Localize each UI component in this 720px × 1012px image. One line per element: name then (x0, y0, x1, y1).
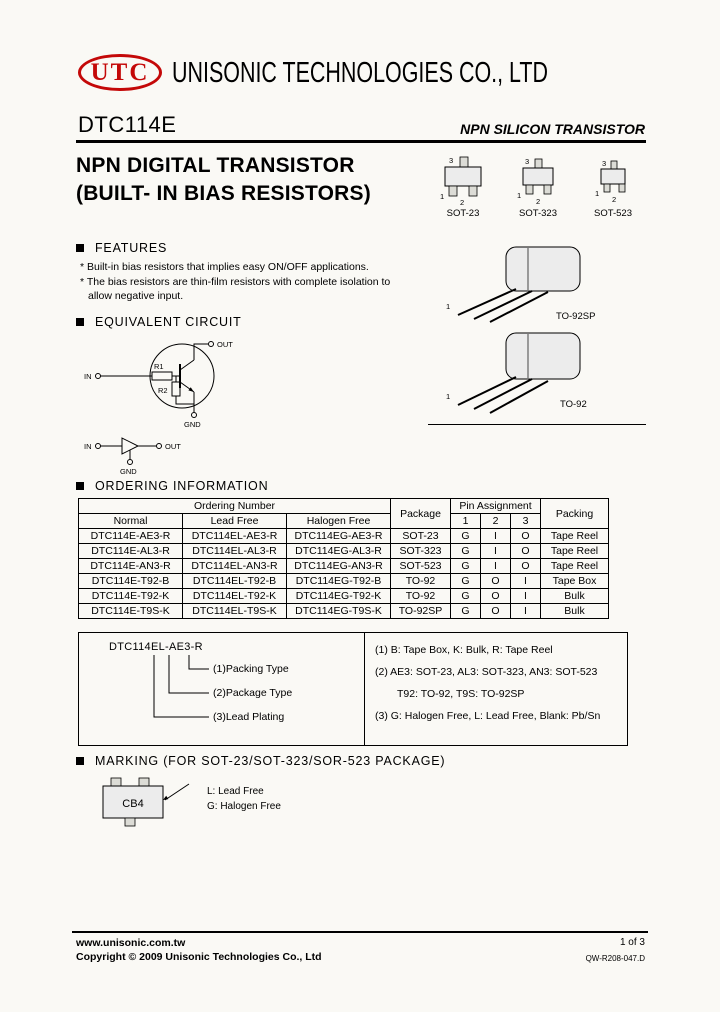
pin1-cell: G (451, 574, 481, 589)
pin1-cell: G (451, 529, 481, 544)
table-row (79, 559, 609, 574)
out-terminal-label: OUT (217, 340, 233, 349)
package-cell: SOT-523 (391, 559, 451, 574)
example-part-number: DTC114EL-AE3-R (109, 641, 203, 653)
r1-label: R1 (154, 362, 164, 371)
col-pin-assignment: Pin Assignment (451, 499, 541, 514)
part-lead-free: DTC114EL-T92-B (183, 574, 287, 589)
marking-heading-label: MARKING (FOR SOT-23/SOT-323/SOR-523 PACKAGE) (95, 754, 446, 768)
package-cell: SOT-23 (391, 529, 451, 544)
package-section-rule (428, 424, 646, 425)
feature-line: * The bias resistors are thin-film resistors with complete isolation to (80, 275, 391, 288)
footer-page-number: 1 of 3 (619, 937, 645, 948)
part-halogen-free: DTC114EG-T9S-K (287, 604, 391, 619)
table-row (79, 574, 609, 589)
gnd2-terminal-label: GND (120, 467, 137, 476)
package-to92 (428, 325, 648, 420)
packing-cell: Tape Reel (541, 529, 609, 544)
package-cell: TO-92 (391, 574, 451, 589)
pin2-cell: I (481, 529, 511, 544)
sot523-drawing-icon (582, 153, 644, 207)
part-lead-free: DTC114EL-AE3-R (183, 529, 287, 544)
features-heading (76, 241, 167, 255)
table-header-row (79, 499, 609, 514)
features-heading-label: FEATURES (95, 241, 168, 255)
pin3-label: 3 (602, 159, 607, 168)
legend-item-lead-plating: (3)Lead Plating (213, 711, 285, 723)
table-row (79, 544, 609, 559)
header-rule (76, 140, 646, 143)
pin3-cell: O (511, 529, 541, 544)
pin1-label: 1 (446, 392, 451, 401)
packing-cell: Bulk (541, 604, 609, 619)
table-row (79, 604, 609, 619)
marking-heading (76, 754, 445, 768)
part-lead-free: DTC114EL-T9S-K (183, 604, 287, 619)
col-pin3: 3 (511, 514, 541, 529)
pin1-label: 1 (446, 302, 451, 311)
pin1-label: 1 (440, 192, 445, 201)
ordering-heading-label: ORDERING INFORMATION (95, 479, 269, 493)
gnd-terminal-label: GND (184, 420, 201, 429)
r2-label: R2 (158, 386, 168, 395)
feature-line: allow negative input. (88, 290, 184, 302)
pin1-cell: G (451, 589, 481, 604)
col-ordering-number: Ordering Number (79, 499, 391, 514)
legend-item-packing: (1)Packing Type (213, 663, 289, 675)
pin2-cell: I (481, 544, 511, 559)
company-name: UNISONIC TECHNOLOGIES CO., LTD (172, 57, 549, 89)
equivalent-circuit-heading (76, 315, 242, 329)
pin2-label: 2 (460, 198, 465, 207)
to92sp-drawing-icon (428, 235, 646, 325)
part-normal: DTC114E-AL3-R (79, 544, 183, 559)
package-label-to92sp: TO-92SP (556, 311, 596, 322)
part-number-legend (78, 632, 628, 746)
square-bullet-icon (76, 244, 84, 252)
legend-note-lead-plating: (3) G: Halogen Free, L: Lead Free, Blank: Pb/Sn (375, 710, 601, 722)
feature-line: * Built-in bias resistors that implies easy ON/OFF applications. (80, 261, 369, 273)
pin3-cell: I (511, 604, 541, 619)
legend-note-packing: (1) B: Tape Box, K: Bulk, R: Tape Reel (375, 644, 553, 656)
part-normal: DTC114E-AN3-R (79, 559, 183, 574)
part-normal: DTC114E-T9S-K (79, 604, 183, 619)
part-normal: DTC114E-AE3-R (79, 529, 183, 544)
pin1-cell: G (451, 604, 481, 619)
marking-note-halogen-free: G: Halogen Free (207, 801, 281, 812)
package-to92sp (428, 235, 648, 327)
part-halogen-free: DTC114EG-AL3-R (287, 544, 391, 559)
package-cell: TO-92 (391, 589, 451, 604)
col-packing: Packing (541, 499, 609, 529)
pin3-cell: O (511, 544, 541, 559)
part-halogen-free: DTC114EG-T92-K (287, 589, 391, 604)
part-halogen-free: DTC114EG-AN3-R (287, 559, 391, 574)
pin2-label: 2 (612, 195, 617, 204)
part-lead-free: DTC114EL-AN3-R (183, 559, 287, 574)
square-bullet-icon (76, 482, 84, 490)
to92-drawing-icon (428, 325, 646, 417)
square-bullet-icon (76, 318, 84, 326)
package-label-to92: TO-92 (560, 399, 587, 410)
marking-note-lead-free: L: Lead Free (207, 786, 264, 797)
legend-item-package: (2)Package Type (213, 687, 293, 699)
package-cell: TO-92SP (391, 604, 451, 619)
col-normal: Normal (79, 514, 183, 529)
marking-package-icon (95, 772, 195, 834)
pin3-cell: O (511, 559, 541, 574)
pin2-cell: O (481, 604, 511, 619)
pin2-cell: I (481, 559, 511, 574)
packing-cell: Bulk (541, 589, 609, 604)
footer-rule (72, 931, 648, 933)
ordering-heading (76, 479, 268, 493)
equivalent-circuit-heading-label: EQUIVALENT CIRCUIT (95, 315, 242, 329)
pin1-label: 1 (595, 189, 600, 198)
sot23-drawing-icon (432, 153, 494, 207)
marking-notes (207, 784, 281, 814)
marking-diagram (95, 772, 425, 847)
pin1-cell: G (451, 559, 481, 574)
pin3-label: 3 (449, 156, 454, 165)
square-bullet-icon (76, 757, 84, 765)
pin2-cell: O (481, 589, 511, 604)
marking-arrow-icon (163, 796, 168, 800)
in-terminal-label: IN (84, 372, 92, 381)
page-title-line2: (BUILT- IN BIAS RESISTORS) (76, 182, 371, 205)
pin3-cell: I (511, 574, 541, 589)
packing-cell: Tape Reel (541, 544, 609, 559)
equivalent-circuit (82, 328, 292, 483)
table-subheader-row (79, 514, 609, 529)
features-list (80, 260, 450, 304)
page-title (76, 152, 371, 208)
footer-doc-code: QW-R208-047.D (585, 954, 645, 963)
ordering-table (78, 498, 609, 619)
part-normal: DTC114E-T92-K (79, 589, 183, 604)
packing-cell: Tape Box (541, 574, 609, 589)
utc-logo (78, 54, 162, 91)
col-halogen-free: Halogen Free (287, 514, 391, 529)
col-pin2: 2 (481, 514, 511, 529)
out2-terminal-label: OUT (165, 442, 181, 451)
package-label-sot323: SOT-323 (518, 208, 558, 219)
pin1-cell: G (451, 544, 481, 559)
part-normal: DTC114E-T92-B (79, 574, 183, 589)
legend-notes (364, 633, 627, 745)
legend-tree (79, 633, 364, 745)
footer-copyright: Copyright © 2009 Unisonic Technologies Co., Ltd (76, 951, 322, 963)
part-number-title: DTC114E (78, 112, 177, 137)
packing-cell: Tape Reel (541, 559, 609, 574)
footer-website: www.unisonic.com.tw (76, 937, 186, 949)
part-lead-free: DTC114EL-AL3-R (183, 544, 287, 559)
package-sot523 (578, 153, 648, 219)
package-label-sot523: SOT-523 (593, 208, 633, 219)
pin1-label: 1 (517, 191, 522, 200)
pin3-label: 3 (525, 157, 530, 166)
marking-code: CB4 (122, 798, 144, 810)
equivalent-circuit-diagram-icon (82, 328, 292, 478)
table-row (79, 529, 609, 544)
smd-package-row (428, 153, 648, 219)
table-row (79, 589, 609, 604)
package-label-sot23: SOT-23 (446, 208, 480, 219)
pin2-cell: O (481, 574, 511, 589)
part-halogen-free: DTC114EG-AE3-R (287, 529, 391, 544)
col-pin1: 1 (451, 514, 481, 529)
utc-logo-text: UTC (90, 58, 150, 86)
in2-terminal-label: IN (84, 442, 92, 451)
pin3-cell: I (511, 589, 541, 604)
col-lead-free: Lead Free (183, 514, 287, 529)
package-sot23 (428, 153, 498, 219)
package-sot323 (503, 153, 573, 219)
part-halogen-free: DTC114EG-T92-B (287, 574, 391, 589)
legend-note-package2: T92: TO-92, T9S: TO-92SP (397, 688, 525, 700)
page-title-line1: NPN DIGITAL TRANSISTOR (76, 154, 355, 177)
device-type-label: NPN SILICON TRANSISTOR (460, 121, 645, 137)
package-cell: SOT-323 (391, 544, 451, 559)
sot323-drawing-icon (507, 153, 569, 207)
pin2-label: 2 (536, 197, 541, 206)
part-lead-free: DTC114EL-T92-K (183, 589, 287, 604)
legend-note-package: (2) AE3: SOT-23, AL3: SOT-323, AN3: SOT-523 (375, 666, 598, 678)
col-package: Package (391, 499, 451, 529)
